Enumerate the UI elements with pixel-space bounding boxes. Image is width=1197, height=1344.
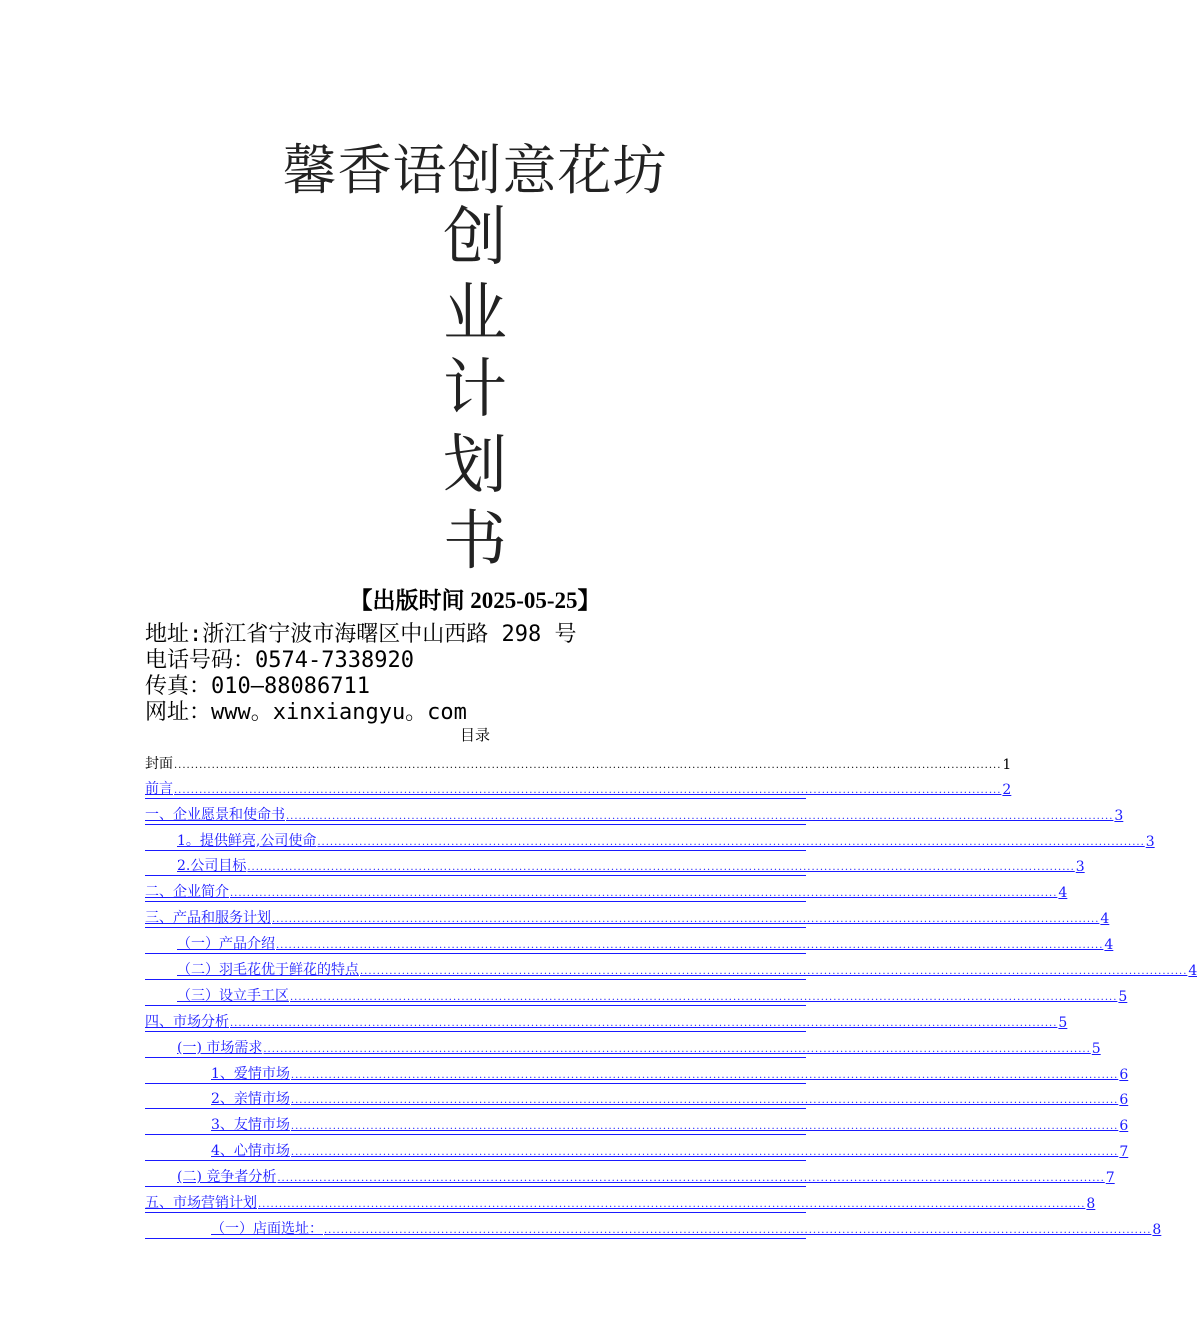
toc-entry-marketing-plan[interactable] bbox=[145, 1187, 1096, 1213]
toc-entry-handcraft-area[interactable] bbox=[145, 980, 1128, 1006]
toc-entry-label[interactable]: 3、友情市场 bbox=[211, 1117, 290, 1134]
toc-entry-label[interactable]: 二、企业简介 bbox=[145, 884, 229, 901]
table-of-contents bbox=[145, 748, 1197, 1239]
cover-title: 馨香语创意花坊 bbox=[282, 139, 668, 202]
toc-entry-label[interactable]: 三、产品和服务计划 bbox=[145, 910, 271, 927]
toc-leader-dots: ...................................................................................................................................................................................................... bbox=[174, 759, 1002, 771]
toc-entry-mood-market[interactable] bbox=[145, 1135, 1129, 1161]
toc-entry-label[interactable]: (二) 竞争者分析 bbox=[177, 1169, 277, 1186]
toc-leader-dots: ...................................................................................................................................................................................................... bbox=[277, 1173, 1105, 1185]
toc-entry-label[interactable]: 四、市场分析 bbox=[145, 1013, 229, 1030]
toc-leader-dots: ...................................................................................................................................................................................................... bbox=[360, 966, 1188, 978]
toc-entry-company-intro[interactable] bbox=[145, 876, 1068, 902]
toc-entry-vision[interactable] bbox=[145, 799, 1124, 825]
toc-entry-goals[interactable] bbox=[145, 851, 1085, 877]
toc-entry-label[interactable]: 1。提供鲜亮,公司使命 bbox=[177, 832, 317, 849]
toc-page-number[interactable]: 2 bbox=[1002, 781, 1012, 798]
toc-entry-market-demand[interactable] bbox=[145, 1032, 1101, 1058]
toc-page-number[interactable]: 8 bbox=[1086, 1196, 1096, 1213]
toc-entry-preface[interactable] bbox=[145, 773, 1012, 799]
contact-fax: 传真：010—88086711 bbox=[145, 674, 370, 699]
toc-entry-label: 封面 bbox=[145, 755, 173, 772]
toc-heading: 目录 bbox=[459, 726, 490, 744]
toc-entry-products-services[interactable] bbox=[145, 902, 1110, 928]
toc-page-number[interactable]: 5 bbox=[1091, 1040, 1101, 1057]
toc-leader-dots: ...................................................................................................................................................................................................... bbox=[258, 1199, 1086, 1211]
cover-subtitle-char-5: 书 bbox=[443, 505, 507, 579]
publication-date: 【出版时间 2025-05-25】 bbox=[349, 588, 601, 613]
toc-page-number: 1 bbox=[1002, 756, 1012, 773]
contact-website: 网址：www。xinxiangyu。com bbox=[145, 700, 467, 725]
toc-entry-cover bbox=[145, 748, 1012, 773]
toc-page-number[interactable]: 6 bbox=[1119, 1092, 1129, 1109]
toc-page-number[interactable]: 3 bbox=[1114, 807, 1124, 824]
toc-page-number[interactable]: 6 bbox=[1119, 1066, 1129, 1083]
cover-subtitle-char-3: 计 bbox=[443, 353, 507, 427]
toc-page-number[interactable]: 4 bbox=[1188, 963, 1197, 980]
toc-entry-label[interactable]: （一）产品介绍 bbox=[177, 936, 275, 953]
toc-leader-dots: ...................................................................................................................................................................................................... bbox=[272, 914, 1100, 926]
toc-entry-family-market[interactable] bbox=[145, 1084, 1129, 1110]
toc-entry-label[interactable]: (一) 市场需求 bbox=[177, 1039, 263, 1056]
toc-entry-label[interactable]: 1、爱情市场 bbox=[211, 1065, 290, 1082]
toc-leader-dots: ...................................................................................................................................................................................................... bbox=[290, 991, 1118, 1003]
toc-page-number[interactable]: 8 bbox=[1152, 1221, 1162, 1238]
toc-page-number[interactable]: 4 bbox=[1104, 937, 1114, 954]
toc-entry-friendship-market[interactable] bbox=[145, 1109, 1129, 1135]
toc-page-number[interactable]: 6 bbox=[1119, 1118, 1129, 1135]
cover-subtitle-char-4: 划 bbox=[443, 429, 507, 503]
toc-leader-dots: ...................................................................................................................................................................................................... bbox=[290, 1069, 1119, 1081]
cover-subtitle-char-2: 业 bbox=[443, 277, 507, 351]
toc-entry-mission[interactable] bbox=[145, 825, 1155, 851]
contact-address: 地址:浙江省宁波市海曙区中山西路 298 号 bbox=[145, 622, 577, 647]
toc-entry-label[interactable]: （三）设立手工区 bbox=[177, 987, 289, 1004]
toc-page-number[interactable]: 4 bbox=[1100, 911, 1110, 928]
toc-entry-competitor-analysis[interactable] bbox=[145, 1161, 1115, 1187]
toc-page-number[interactable]: 3 bbox=[1145, 833, 1155, 850]
toc-leader-dots: ...................................................................................................................................................................................................... bbox=[317, 836, 1145, 848]
toc-entry-feather-flowers[interactable] bbox=[145, 954, 1197, 980]
toc-page-number[interactable]: 3 bbox=[1075, 859, 1085, 876]
toc-leader-dots: ...................................................................................................................................................................................................... bbox=[247, 862, 1075, 874]
toc-entry-label[interactable]: 2、亲情市场 bbox=[211, 1091, 290, 1108]
toc-entry-label[interactable]: 一、企业愿景和使命书 bbox=[145, 806, 285, 823]
toc-leader-dots: ...................................................................................................................................................................................................... bbox=[230, 1017, 1058, 1029]
toc-page-number[interactable]: 4 bbox=[1058, 885, 1068, 902]
toc-entry-label[interactable]: （二）羽毛花优于鲜花的特点 bbox=[177, 962, 359, 979]
toc-page-number[interactable]: 5 bbox=[1058, 1014, 1068, 1031]
toc-leader-dots: ...................................................................................................................................................................................................... bbox=[230, 888, 1058, 900]
toc-leader-dots: ...................................................................................................................................................................................................... bbox=[263, 1043, 1091, 1055]
toc-page-number[interactable]: 7 bbox=[1105, 1170, 1115, 1187]
toc-leader-dots: ...................................................................................................................................................................................................... bbox=[290, 1147, 1119, 1159]
toc-entry-label[interactable]: 4、心情市场 bbox=[211, 1143, 290, 1160]
toc-leader-dots: ...................................................................................................................................................................................................... bbox=[174, 784, 1002, 796]
toc-entry-label[interactable]: （一）店面选址： bbox=[211, 1220, 323, 1237]
toc-leader-dots: ...................................................................................................................................................................................................... bbox=[276, 940, 1104, 952]
toc-page-number[interactable]: 5 bbox=[1118, 988, 1128, 1005]
toc-leader-dots: ...................................................................................................................................................................................................... bbox=[290, 1095, 1119, 1107]
toc-entry-label[interactable]: 五、市场营销计划 bbox=[145, 1195, 257, 1212]
toc-entry-market-analysis[interactable] bbox=[145, 1006, 1068, 1032]
cover-subtitle-char-1: 创 bbox=[443, 201, 507, 275]
toc-entry-label[interactable]: 前言 bbox=[145, 780, 173, 797]
toc-entry-label[interactable]: 2.公司目标 bbox=[177, 858, 247, 875]
toc-page-number[interactable]: 7 bbox=[1119, 1144, 1129, 1161]
toc-leader-dots: ...................................................................................................................................................................................................... bbox=[286, 810, 1114, 822]
toc-entry-product-intro[interactable] bbox=[145, 928, 1114, 954]
toc-leader-dots: ...................................................................................................................................................................................................... bbox=[290, 1121, 1119, 1133]
toc-leader-dots: ...................................................................................................................................................................................................... bbox=[324, 1224, 1152, 1236]
contact-phone: 电话号码：0574-7338920 bbox=[145, 648, 414, 673]
toc-entry-store-location[interactable] bbox=[145, 1213, 1162, 1239]
toc-entry-love-market[interactable] bbox=[145, 1058, 1129, 1084]
